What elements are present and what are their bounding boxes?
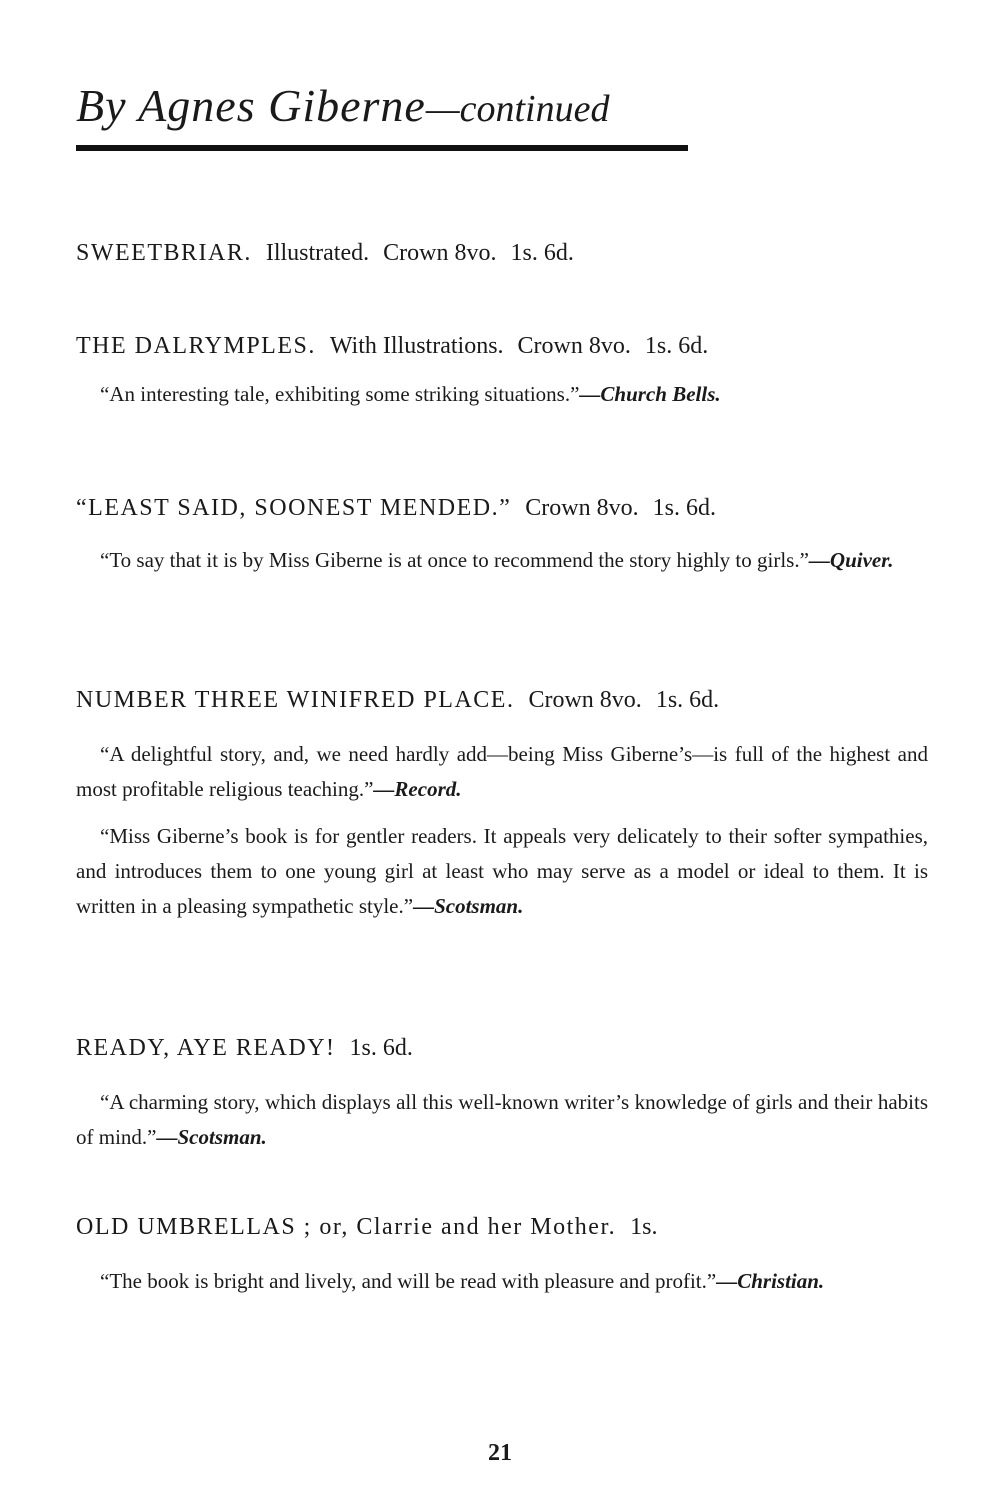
author-heading: By Agnes Giberne [76, 80, 426, 131]
book-title: THE DALRYMPLES. [76, 333, 316, 359]
review-text: “To say that it is by Miss Giberne is at once to recommend the story highly to girls.” [100, 548, 809, 572]
book-price: 1s. 6d. [510, 240, 574, 266]
review-text: “An interesting tale, exhibiting some striking situations.” [100, 382, 580, 406]
book-format: Crown 8vo. [517, 333, 631, 359]
review-source: —Christian. [716, 1269, 825, 1293]
book-entry-sweetbriar [76, 238, 928, 268]
book-entry-old-umbrellas [76, 1212, 928, 1299]
entry-title-line [76, 1033, 928, 1063]
page-header [76, 78, 688, 151]
entry-title-line [76, 493, 928, 523]
book-price: 1s. 6d. [349, 1035, 413, 1061]
review-quote [76, 1264, 928, 1299]
review-source: —Scotsman. [413, 894, 524, 918]
review-quote [76, 737, 928, 807]
book-detail: Illustrated. [265, 240, 370, 266]
book-detail: With Illustrations. [329, 333, 504, 359]
book-entry-ready-aye-ready [76, 1033, 928, 1155]
entry-title-line [76, 685, 928, 715]
review-quote [76, 543, 928, 578]
review-source: —Record. [373, 777, 462, 801]
review-text: “The book is bright and lively, and will be read with pleasure and profit.” [100, 1269, 717, 1293]
book-format: Crown 8vo. [528, 687, 642, 713]
review-text: “Miss Giberne’s book is for gentler readers. It appeals very delicately to their softer sympathies, and introduces them to one young girl at least who may serve as a model or ideal to them. It is written in a pleasing sympathetic style.” [76, 824, 928, 918]
review-text: “A delightful story, and, we need hardly add—being Miss Giberne’s—is full of the highest and most profitable religious teaching.” [76, 742, 928, 801]
book-format: Crown 8vo. [525, 495, 639, 521]
book-price: 1s. 6d. [652, 495, 716, 521]
header-title [76, 78, 688, 137]
review-quote [76, 819, 928, 924]
book-title: OLD UMBRELLAS ; or, Clarrie and her Mother. [76, 1214, 617, 1240]
page-number: 21 [488, 1440, 512, 1466]
book-price: 1s. [630, 1214, 658, 1240]
book-format: Crown 8vo. [383, 240, 497, 266]
book-title: READY, AYE READY! [76, 1035, 336, 1061]
entry-title-line [76, 331, 928, 361]
review-text: “A charming story, which displays all this well-known writer’s knowledge of girls and their habits of mind.” [76, 1090, 928, 1149]
book-entry-winifred-place [76, 685, 928, 924]
book-price: 1s. 6d. [644, 333, 709, 359]
entry-title-line [76, 1212, 928, 1242]
entry-title-line [76, 238, 928, 268]
book-title: “LEAST SAID, SOONEST MENDED.” [76, 495, 512, 521]
book-entry-dalrymples [76, 331, 928, 412]
review-source: —Quiver. [808, 548, 894, 572]
review-quote [76, 1085, 928, 1155]
book-entry-least-said [76, 493, 928, 578]
header-rule [76, 145, 688, 151]
book-title: SWEETBRIAR. [76, 240, 252, 266]
review-source: —Scotsman. [156, 1125, 267, 1149]
book-title: NUMBER THREE WINIFRED PLACE. [76, 687, 515, 713]
review-source: —Church Bells. [579, 382, 721, 406]
book-price: 1s. 6d. [655, 687, 720, 713]
review-quote [76, 377, 928, 412]
continued-label: —continued [425, 88, 610, 130]
